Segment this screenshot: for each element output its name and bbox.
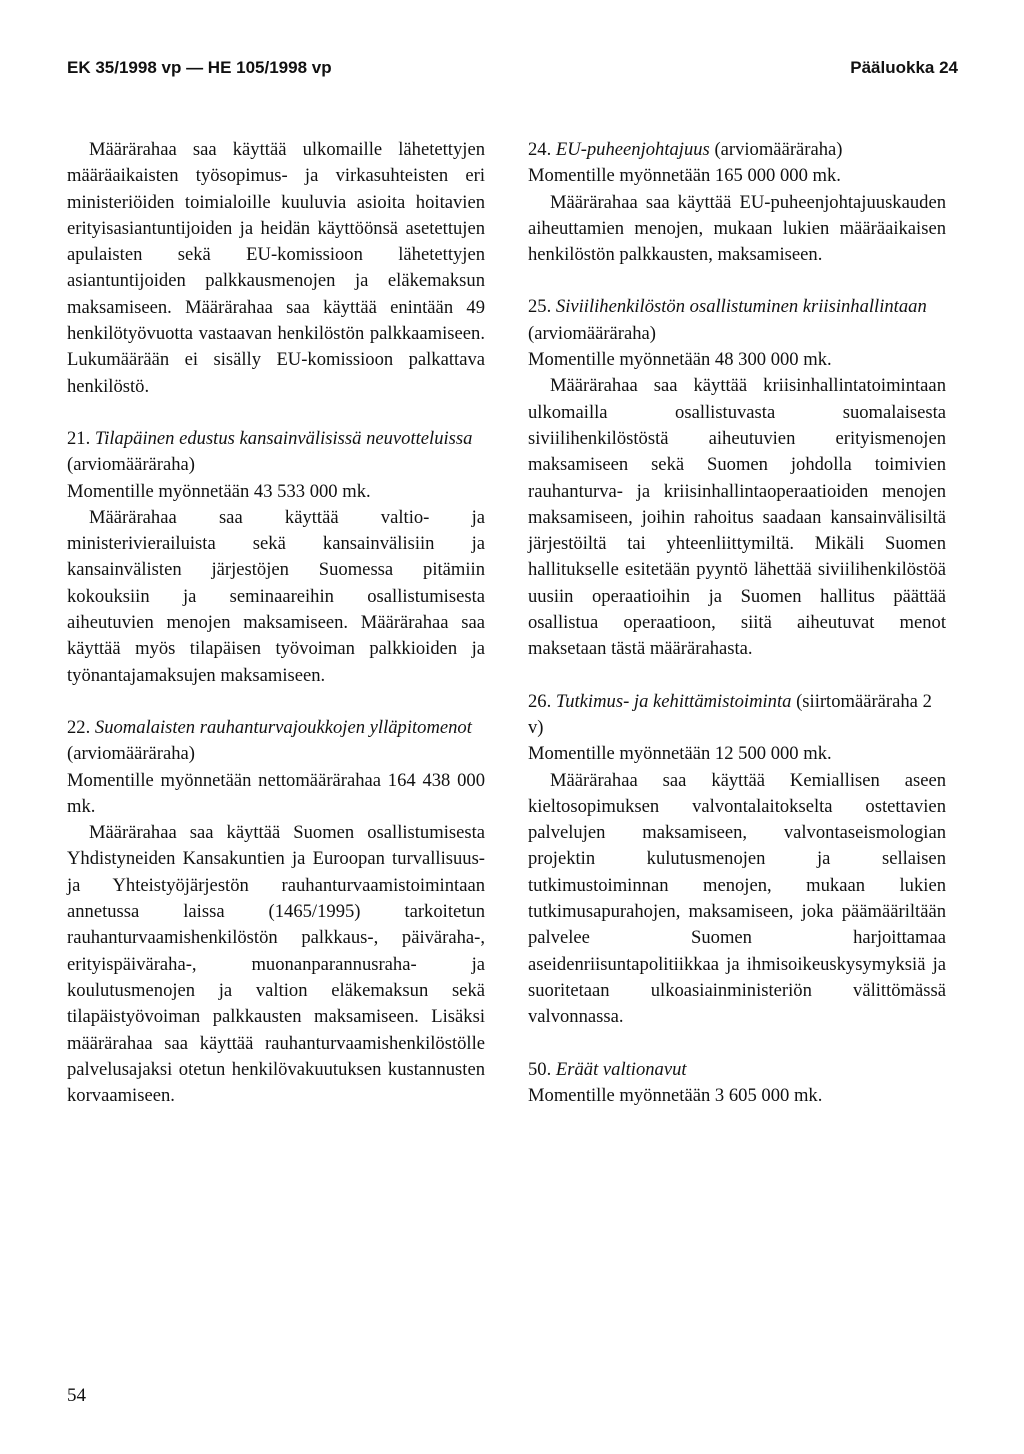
main-class-label: Pääluokka 24	[850, 58, 958, 77]
section-22-number: 22.	[67, 716, 91, 738]
section-25-number: 25.	[528, 296, 552, 318]
page-header	[67, 58, 958, 88]
section-25-amount: Momentille myönnetään 48 300 000 mk.	[528, 349, 832, 371]
page-number: 54	[67, 1385, 86, 1406]
section-24-heading	[528, 137, 946, 163]
section-26-number: 26.	[528, 690, 552, 712]
intro-paragraph: Määrärahaa saa käyttää ulkomaille lähetettyjen määräaikaisten työsopimus- ja virkasuhteisten eri ministeriöiden toimialoille kuuluvia asioita hoitavien erityisasiantuntijoiden ja heidän käyttöönsä asetettujen apulaisten sekä EU-komissioon lähetettyjen asiantuntijoiden palkkausmenojen ja eläkemaksun maksamiseen. Määrärahaa saa käyttää enintään 49 henkilötyövuotta vastaavan henkilöstön palkkaamiseen. Lukumäärään ei sisälly EU-komissioon palkattava henkilöstö.	[67, 139, 485, 397]
right-column	[528, 137, 946, 1109]
section-25-type: (arviomääräraha)	[528, 322, 656, 344]
section-22-text: Määrärahaa saa käyttää Suomen osallistumisesta Yhdistyneiden Kansakuntien ja Euroopan turvallisuus- ja Yhteistyöjärjestön rauhanturvaamistoimintaan annetussa laissa (1465/1995) tarkoitetun rauhanturvaamishenkilöstön palkkaus-, päiväraha-, erityispäiväraha-, muonanparannusraha- ja koulutusmenojen ja valtion eläkemaksun sekä tilapäistyövoiman palkkausten maksamiseen. Lisäksi määrärahaa saa käyttää rauhanturvaamishenkilöstölle palvelusajaksi otetun henkilövakuutuksen kustannusten korvaamiseen.	[67, 822, 485, 1107]
section-21-title: Tilapäinen edustus kansainvälisissä neuvotteluissa	[94, 427, 473, 449]
document-reference: EK 35/1998 vp — HE 105/1998 vp	[67, 58, 332, 77]
section-26-text: Määrärahaa saa käyttää Kemiallisen aseen kieltosopimuksen valvontalaitokselta ostettavien palvelujen maksamiseen, valvontaseismologian projektin kulutusmenojen ja sellaisen tutkimustoiminnan menojen, mukaan lukien tutkimusapurahojen, maksamiseen, joka päämääriltään palvelee Suomen harjoittamaa aseidenriisuntapolitiikkaa ja ihmisoikeuskysymyksiä ja suoritetaan ulkoasiainministeriön välittömässä valvonnassa.	[528, 769, 946, 1028]
section-21-text: Määrärahaa saa käyttää valtio- ja ministerivierailuista sekä kansainvälisiin ja kansainvälisten järjestöjen Suomessa pitämiin kokouksiin ja seminaareihin osallistumisesta aiheutuvien menojen maksamiseen. Määrärahaa saa käyttää myös tilapäisen työvoiman palkkioiden ja työnantajamaksujen maksamiseen.	[67, 506, 485, 686]
section-22-amount: Momentille myönnetään nettomäärärahaa 164 438 000 mk.	[67, 769, 485, 817]
section-26-title: Tutkimus- ja kehittämistoiminta	[555, 690, 792, 712]
section-25-text: Määrärahaa saa käyttää kriisinhallintatoimintaan ulkomailla osallistuvasta suomalaisesta siviilihenkilöstöstä aiheutuvien erityismenojen maksamiseen sekä Suomen johdolla toimivien rauhanturva- ja kriisinhallintaoperaatioiden menojen maksamiseen, joihin rahoitus saadaan kansainvälisiltä järjestöiltä tai yhteenliittymiltä. Mikäli Suomen hallitukselle esitetään pyyntö lähettää siviilihenkilöstöä uusiin operaatioihin ja Suomen hallitus päättää osallistua operaatioon, siitä aiheutuvat menot maksetaan tästä määrärahasta.	[528, 375, 946, 660]
section-26-heading	[528, 689, 946, 742]
section-50-number: 50.	[528, 1058, 552, 1080]
section-21-heading	[67, 426, 485, 479]
left-column	[67, 137, 485, 1109]
section-21-type: (arviomääräraha)	[67, 454, 195, 476]
section-21-amount: Momentille myönnetään 43 533 000 mk.	[67, 480, 371, 502]
section-50-amount: Momentille myönnetään 3 605 000 mk.	[528, 1084, 823, 1106]
section-24-number: 24.	[528, 139, 552, 160]
section-26-amount: Momentille myönnetään 12 500 000 mk.	[528, 743, 832, 765]
section-24-amount: Momentille myönnetään 165 000 000 mk.	[528, 165, 841, 187]
section-24-title: EU-puheenjohtajuus	[555, 139, 710, 160]
section-50-heading	[528, 1057, 946, 1083]
section-26-type: (siirtomääräraha 2 v)	[528, 690, 932, 738]
section-22-type: (arviomääräraha)	[67, 743, 195, 765]
section-50-title: Eräät valtionavut	[555, 1058, 687, 1080]
section-24-type: (arviomääräraha)	[714, 139, 843, 160]
section-25-heading	[528, 294, 946, 347]
section-22-heading	[67, 715, 485, 768]
section-25-title: Siviilihenkilöstön osallistuminen kriisinhallintaan	[555, 296, 927, 318]
section-24-text: Määrärahaa saa käyttää EU-puheenjohtajuuskauden aiheuttamien menojen, mukaan lukien määräaikaisen henkilöstön palkkausten, maksamiseen.	[528, 191, 946, 266]
section-22-title: Suomalaisten rauhanturvajoukkojen ylläpitomenot	[94, 716, 472, 738]
section-21-number: 21.	[67, 427, 91, 449]
